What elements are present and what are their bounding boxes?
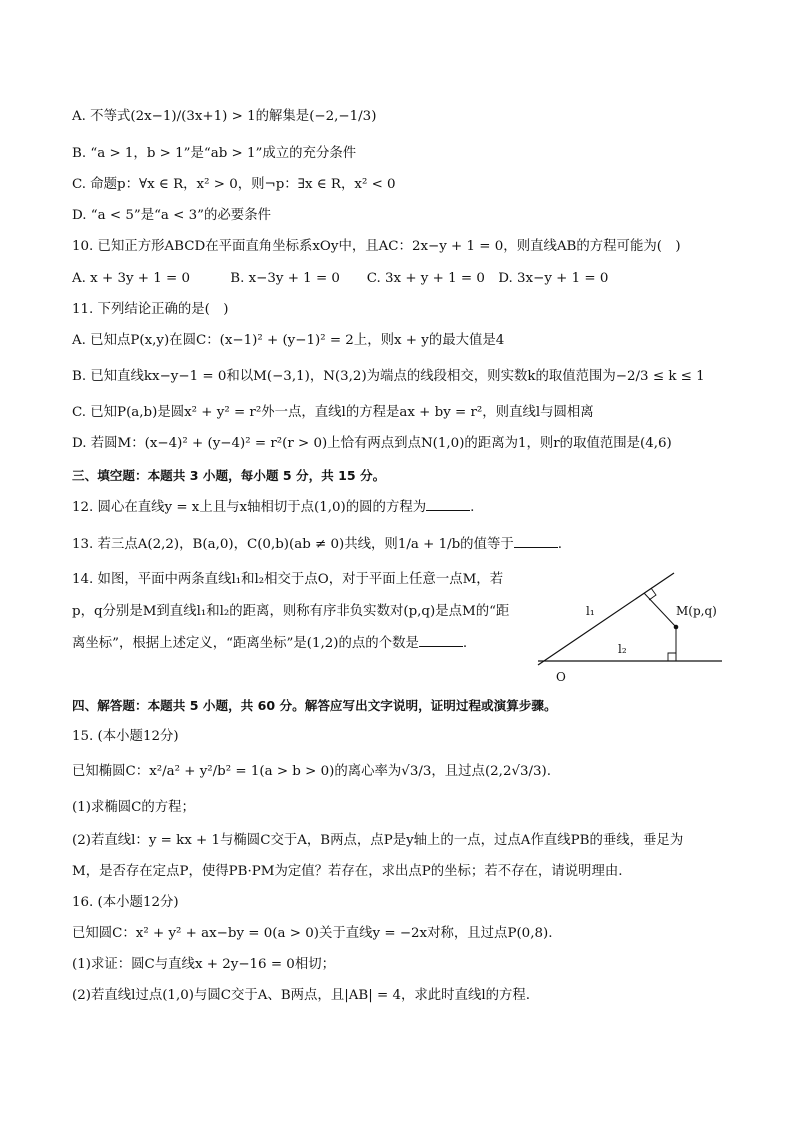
question-14-line3: 离坐标”，根据上述定义，“距离坐标”是(1,2)的点的个数是 . [72,636,468,651]
question-16-stem: 已知圆C：x² + y² + ax−by = 0(a > 0)关于直线y = −2x对称，且过点P(0,8). [72,926,553,941]
label-m: M(p,q) [676,604,717,618]
point-m [674,625,679,630]
answer-blank [419,634,463,647]
question-16-header: 16. (本小题12分) [72,895,179,910]
question-15-part2-cont: M，是否存在定点P，使得PB·PM为定值？若存在，求出点P的坐标；若不存在，请说明理由. [72,864,623,879]
question-16-part2: (2)若直线l过点(1,0)与圆C交于A、B两点，且|AB| = 4，求此时直线l的方程. [72,988,531,1003]
option-9c: C. 命题p：∀x ∈ R，x² > 0，则¬p：∃x ∈ R，x² < 0 [72,177,396,192]
question-12-text: 12. 圆心在直线y = x上且与x轴相切于点(1,0)的圆的方程为 [72,500,427,515]
question-12: 12. 圆心在直线y = x上且与x轴相切于点(1,0)的圆的方程为 . [72,500,475,515]
distance-coordinate-figure [534,565,730,685]
question-15-stem: 已知椭圆C：x²/a² + y²/b² = 1(a > b > 0)的离心率为√3/3，且过点(2,2√3/3). [72,764,552,779]
option-11d: D. 若圆M：(x−4)² + (y−4)² = r²(r > 0)上恰有两点到点N(1,0)的距离为1，则r的取值范围是(4,6) [72,436,672,451]
option-9b: B. “a > 1，b > 1”是“ab > 1”成立的充分条件 [72,146,357,161]
question-13-text: 13. 若三点A(2,2)，B(a,0)，C(0,b)(ab ≠ 0)共线，则1/a + 1/b的值等于 [72,537,514,552]
question-10: 10. 已知正方形ABCD在平面直角坐标系xOy中，且AC：2x−y + 1 = 0，则直线AB的方程可能为( ) [72,239,681,254]
section-solutions: 四、解答题：本题共 5 小题，共 60 分。解答应写出文字说明，证明过程或演算步骤。 [72,698,557,713]
answer-blank [514,535,558,548]
option-11b: B. 已知直线kx−y−1 = 0和以M(−3,1)，N(3,2)为端点的线段相交，则实数k的取值范围为−2/3 ≤ k ≤ 1 [72,369,705,384]
answer-blank [426,498,470,511]
question-13: 13. 若三点A(2,2)，B(a,0)，C(0,b)(ab ≠ 0)共线，则1/a + 1/b的值等于 . [72,537,563,552]
question-15-part1: (1)求椭圆C的方程； [72,800,195,815]
line-l1 [538,573,674,665]
label-origin: O [556,670,566,684]
option-11a: A. 已知点P(x,y)在圆C：(x−1)² + (y−1)² = 2上，则x + y的最大值是4 [72,333,505,348]
question-14-line2: p，q分别是M到直线l₁和l₂的距离，则称有序非负实数对(p,q)是点M的“距 [72,604,510,619]
label-l2: l₂ [618,642,627,656]
section-fill-in: 三、填空题：本题共 3 小题，每小题 5 分，共 15 分。 [72,468,386,483]
option-9d: D. “a < 5”是“a < 3”的必要条件 [72,208,271,223]
options-10: A. x + 3y + 1 = 0 B. x−3y + 1 = 0 C. 3x + y + 1 = 0 D. 3x−y + 1 = 0 [72,271,609,286]
perpendicular-to-l1 [644,593,676,627]
option-9a: A. 不等式(2x−1)/(3x+1) > 1的解集是(−2,−1/3) [72,109,377,124]
question-15-header: 15. (本小题12分) [72,729,179,744]
option-11c: C. 已知P(a,b)是圆x² + y² = r²外一点，直线l的方程是ax + by = r²，则直线l与圆相离 [72,405,594,420]
question-14-text: 离坐标”，根据上述定义，“距离坐标”是(1,2)的点的个数是 [72,636,419,651]
right-angle-mark-l2 [668,653,676,661]
question-14-line1: 14. 如图，平面中两条直线l₁和l₂相交于点O，对于平面上任意一点M，若 [72,572,504,587]
label-l1: l₁ [586,604,595,618]
question-15-part2: (2)若直线l：y = kx + 1与椭圆C交于A，B两点，点P是y轴上的一点，过点A作直线PB的垂线，垂足为 [72,833,684,848]
question-16-part1: (1)求证：圆C与直线x + 2y−16 = 0相切； [72,957,335,972]
question-11: 11. 下列结论正确的是( ) [72,302,229,317]
